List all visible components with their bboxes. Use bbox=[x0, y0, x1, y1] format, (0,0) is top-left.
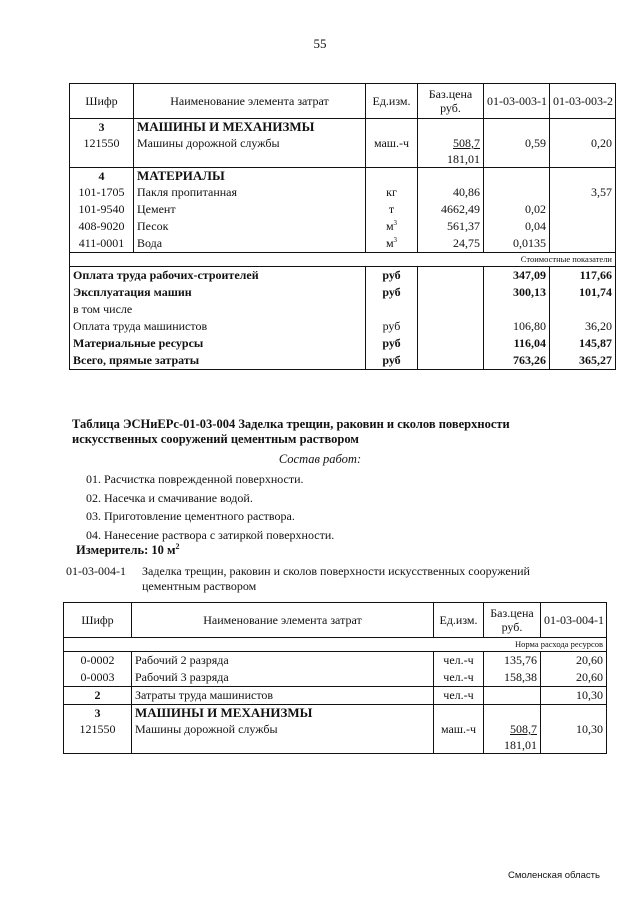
table-header-row bbox=[70, 84, 616, 119]
row-price: 40,86 bbox=[418, 184, 484, 201]
cost-label-text: в том числе bbox=[70, 301, 366, 318]
row-name: Машины дорожной службы bbox=[134, 135, 366, 168]
row-price: 158,38 bbox=[484, 669, 541, 687]
section-number: 4 bbox=[70, 168, 134, 185]
unit-text: м bbox=[385, 236, 394, 250]
header-code: Шифр bbox=[70, 84, 134, 119]
row-value-col2 bbox=[550, 235, 616, 253]
row-value-col2 bbox=[550, 201, 616, 218]
row-price: 24,75 bbox=[418, 235, 484, 253]
header-price-line1: Баз.цена bbox=[490, 606, 534, 620]
header-col2: 01-03-003-2 bbox=[550, 84, 616, 119]
row-name: Песок bbox=[134, 218, 366, 235]
row-unit: чел.-ч bbox=[434, 687, 484, 705]
row-name: Пакля пропитанная bbox=[134, 184, 366, 201]
norm-description-line2: цементным раствором bbox=[142, 579, 257, 593]
row-price: 4662,49 bbox=[418, 201, 484, 218]
table-row bbox=[64, 687, 607, 705]
row-price bbox=[484, 721, 541, 754]
row-name: Вода bbox=[134, 235, 366, 253]
table-caption-line2: искусственных сооружений цементным раствором bbox=[72, 432, 359, 446]
row-unit: чел.-ч bbox=[434, 652, 484, 670]
row-code: 408-9020 bbox=[70, 218, 134, 235]
row-value-col1: 10,30 bbox=[541, 687, 607, 705]
table-header-row bbox=[64, 603, 607, 638]
row-value-col1: 20,60 bbox=[541, 652, 607, 670]
table-row bbox=[70, 135, 616, 168]
table-caption bbox=[72, 417, 552, 447]
row-value-col1: 10,30 bbox=[541, 721, 607, 754]
row-code: 0-0002 bbox=[64, 652, 132, 670]
cost-row bbox=[70, 335, 616, 352]
row-code: 121550 bbox=[70, 135, 134, 168]
price-bottom: 181,01 bbox=[504, 738, 537, 752]
section-title: МАТЕРИАЛЫ bbox=[134, 168, 366, 185]
cost-value-col2: 145,87 bbox=[550, 335, 616, 352]
row-name: Цемент bbox=[134, 201, 366, 218]
cost-unit: руб bbox=[366, 352, 418, 370]
price-top: 508,7 bbox=[453, 136, 480, 150]
list-item: 02. Насечка и смачивание водой. bbox=[86, 490, 253, 505]
row-unit: маш.-ч bbox=[366, 135, 418, 168]
header-name: Наименование элемента затрат bbox=[134, 84, 366, 119]
list-item: 03. Приготовление цементного раствора. bbox=[86, 509, 295, 523]
row-value-col1: 0,02 bbox=[484, 201, 550, 218]
list-item: 01. Расчистка поврежденной поверхности. bbox=[86, 472, 304, 486]
row-unit: чел.-ч bbox=[434, 669, 484, 687]
cost-value-col1: 763,26 bbox=[484, 352, 550, 370]
row-value-col2 bbox=[550, 218, 616, 235]
table-row bbox=[70, 184, 616, 201]
row-unit bbox=[366, 235, 418, 253]
row-value-col1: 20,60 bbox=[541, 669, 607, 687]
cost-row bbox=[70, 352, 616, 370]
page-number: 55 bbox=[313, 36, 327, 51]
resource-table-01-03-004 bbox=[63, 602, 607, 754]
table-row bbox=[64, 652, 607, 670]
price-bottom: 181,01 bbox=[447, 152, 480, 166]
cost-value-col2: 36,20 bbox=[550, 318, 616, 335]
cost-unit: руб bbox=[366, 318, 418, 335]
cost-label: Стоимостные показатели bbox=[484, 253, 616, 267]
cost-value-col1: 106,80 bbox=[484, 318, 550, 335]
row-value-col1 bbox=[484, 184, 550, 201]
norm-label-row bbox=[64, 638, 607, 652]
table-row bbox=[70, 201, 616, 218]
measurement-unit bbox=[76, 543, 180, 558]
row-code: 121550 bbox=[64, 721, 132, 754]
header-price-line1: Баз.цена bbox=[428, 87, 473, 101]
row-unit bbox=[366, 218, 418, 235]
row-unit: т bbox=[366, 201, 418, 218]
measurement-superscript: 2 bbox=[175, 541, 180, 551]
work-composition-list bbox=[86, 470, 334, 544]
header-name: Наименование элемента затрат bbox=[132, 603, 434, 638]
norm-description-line1: Заделка трещин, раковин и сколов поверхности искусственных сооружений bbox=[142, 564, 530, 578]
cost-row bbox=[70, 267, 616, 285]
header-price bbox=[484, 603, 541, 638]
cost-row bbox=[70, 284, 616, 301]
row-unit: маш.-ч bbox=[434, 721, 484, 754]
row-price bbox=[418, 135, 484, 168]
resource-table-01-03-003 bbox=[69, 83, 616, 370]
row-value-col2: 3,57 bbox=[550, 184, 616, 201]
section-row-machines bbox=[64, 705, 607, 722]
row-code: 411-0001 bbox=[70, 235, 134, 253]
footer-region: Смоленская область bbox=[508, 870, 600, 881]
row-value-col1: 0,0135 bbox=[484, 235, 550, 253]
cost-value-col2: 365,27 bbox=[550, 352, 616, 370]
section-row-machines bbox=[70, 119, 616, 136]
norm-code-line bbox=[66, 564, 562, 594]
cost-value-col1: 116,04 bbox=[484, 335, 550, 352]
list-item: 04. Нанесение раствора с затиркой поверхности. bbox=[86, 527, 335, 542]
cost-value-col2: 101,74 bbox=[550, 284, 616, 301]
cost-value-col2: 117,66 bbox=[550, 267, 616, 285]
header-col1: 01-03-004-1 bbox=[541, 603, 607, 638]
row-code: 101-9540 bbox=[70, 201, 134, 218]
cost-unit: руб bbox=[366, 335, 418, 352]
row-code: 0-0003 bbox=[64, 669, 132, 687]
cost-unit: руб bbox=[366, 284, 418, 301]
cost-label-text: Материальные ресурсы bbox=[70, 335, 366, 352]
row-price: 135,76 bbox=[484, 652, 541, 670]
cost-row bbox=[70, 301, 616, 318]
norm-code: 01-03-004-1 bbox=[66, 564, 126, 578]
section-title: МАШИНЫ И МЕХАНИЗМЫ bbox=[134, 119, 366, 136]
cost-label-text: Оплата труда рабочих-строителей bbox=[70, 267, 366, 285]
header-col1: 01-03-003-1 bbox=[484, 84, 550, 119]
header-price-line2: руб. bbox=[501, 620, 523, 634]
unit-superscript: 3 bbox=[393, 219, 398, 227]
price-top: 508,7 bbox=[510, 722, 537, 736]
unit-text: м bbox=[385, 219, 394, 233]
table-row bbox=[64, 669, 607, 687]
cost-label-text: Оплата труда машинистов bbox=[70, 318, 366, 335]
table-row bbox=[70, 218, 616, 235]
cost-label-row bbox=[70, 253, 616, 267]
norm-description bbox=[142, 564, 562, 594]
row-name: Рабочий 3 разряда bbox=[132, 669, 434, 687]
header-price-line2: руб. bbox=[440, 101, 461, 115]
row-value-col1: 0,59 bbox=[484, 135, 550, 168]
row-value-col1: 0,04 bbox=[484, 218, 550, 235]
row-name: Машины дорожной службы bbox=[132, 721, 434, 754]
work-composition-title: Состав работ: bbox=[278, 452, 362, 466]
measurement-text: Измеритель: 10 м bbox=[76, 543, 176, 557]
cost-unit: руб bbox=[366, 267, 418, 285]
table-row bbox=[64, 721, 607, 754]
table-row bbox=[70, 235, 616, 253]
row-name: Затраты труда машинистов bbox=[132, 687, 434, 705]
cost-value-col1: 347,09 bbox=[484, 267, 550, 285]
header-unit: Ед.изм. bbox=[434, 603, 484, 638]
row-value-col2: 0,20 bbox=[550, 135, 616, 168]
header-unit: Ед.изм. bbox=[366, 84, 418, 119]
header-price bbox=[418, 84, 484, 119]
row-code: 101-1705 bbox=[70, 184, 134, 201]
row-unit: кг bbox=[366, 184, 418, 201]
cost-label-text: Эксплуатация машин bbox=[70, 284, 366, 301]
section-row-materials bbox=[70, 168, 616, 185]
table-caption-line1: Таблица ЭСНиЕРс-01-03-004 Заделка трещин, раковин и сколов поверхности bbox=[72, 417, 510, 431]
norm-label: Норма расхода ресурсов bbox=[484, 638, 607, 652]
cost-row bbox=[70, 318, 616, 335]
cost-label-text: Всего, прямые затраты bbox=[70, 352, 366, 370]
section-title: МАШИНЫ И МЕХАНИЗМЫ bbox=[132, 705, 434, 722]
section-number: 3 bbox=[64, 705, 132, 722]
row-code: 2 bbox=[64, 687, 132, 705]
section-number: 3 bbox=[70, 119, 134, 136]
row-name: Рабочий 2 разряда bbox=[132, 652, 434, 670]
row-price: 561,37 bbox=[418, 218, 484, 235]
unit-superscript: 3 bbox=[393, 236, 398, 244]
cost-value-col1: 300,13 bbox=[484, 284, 550, 301]
header-code: Шифр bbox=[64, 603, 132, 638]
